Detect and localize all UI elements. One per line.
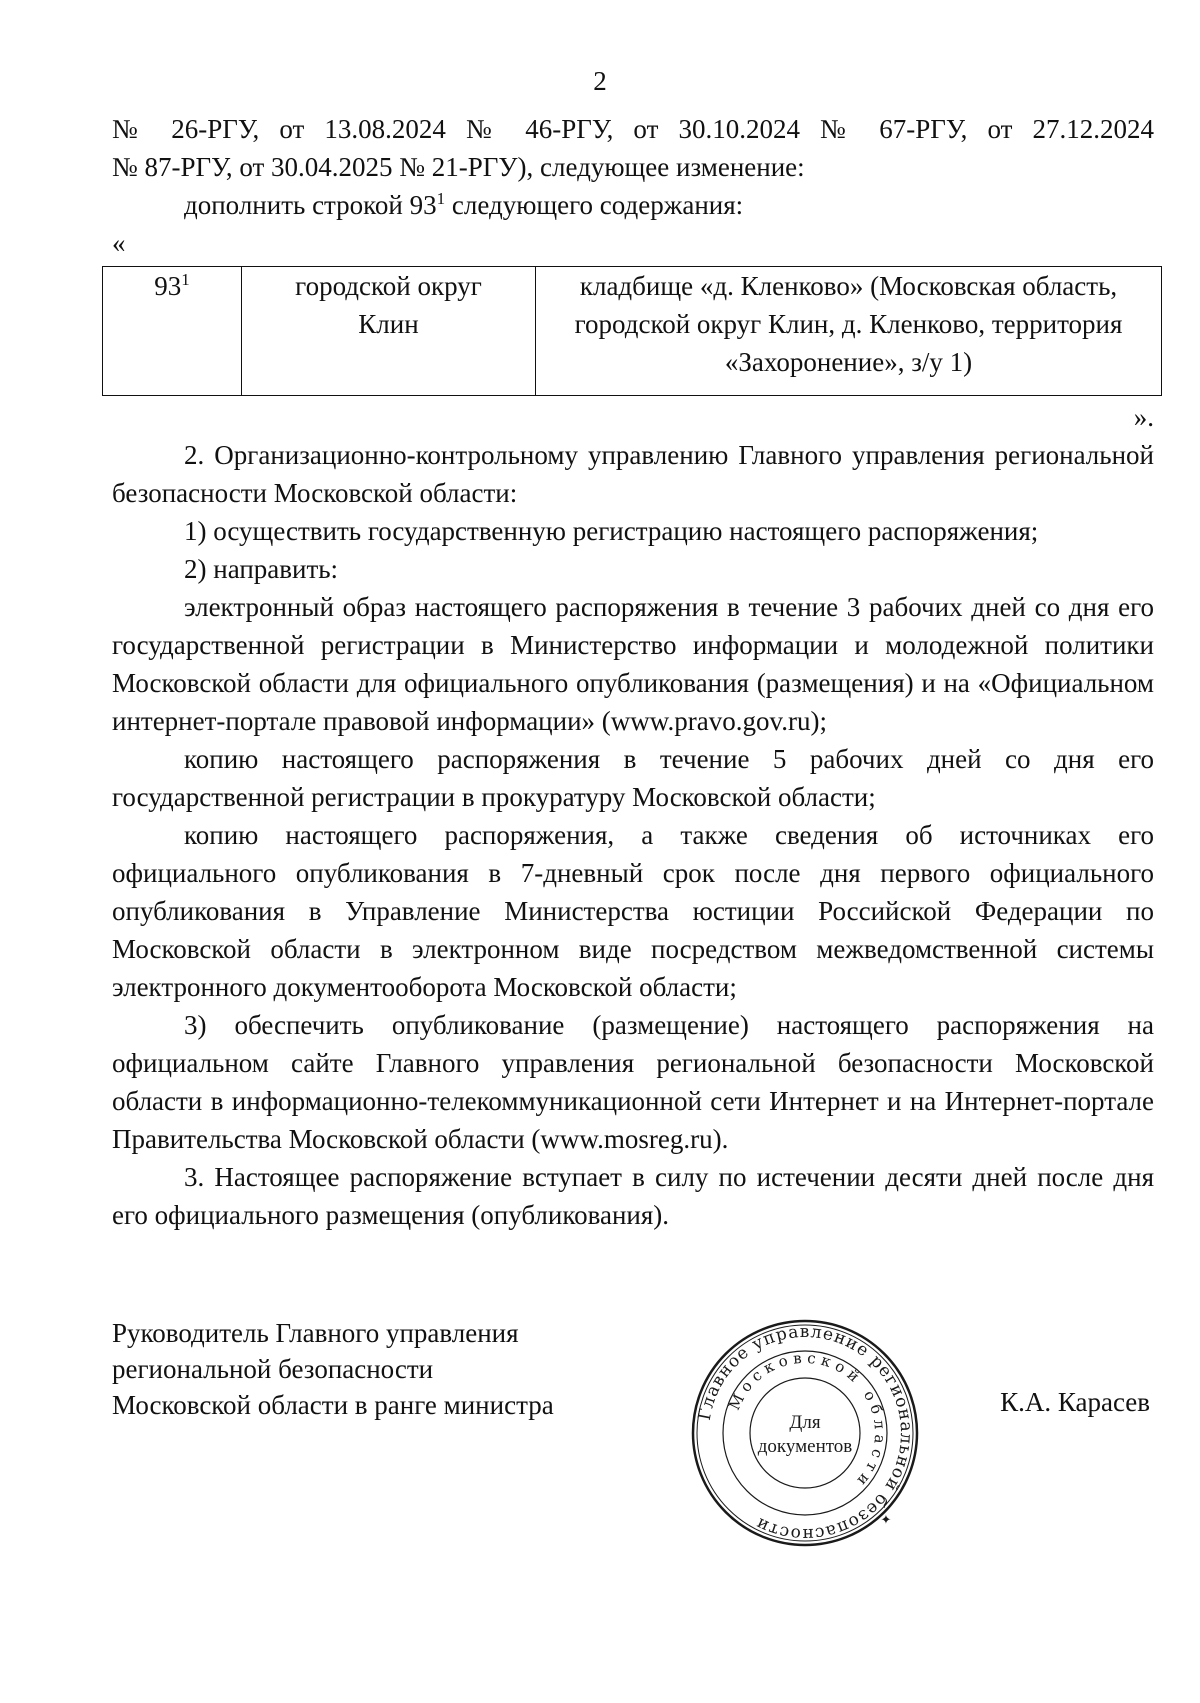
stamp-star-icon: ✦: [880, 1512, 892, 1527]
supplement-instruction: [112, 186, 1154, 224]
paragraph-2-3: 3) обеспечить опубликование (размещение) настоящего распоряжения на официальном сайте Главного управления региональной безопасности Московской области в информационно-телекоммуникационной сети Интернет и на Интернет-портале Правительства Московской области (www.mosreg.ru).: [112, 1010, 1154, 1154]
cemetery-line-1: кладбище «д. Кленково» (Московская область,: [579, 271, 1118, 301]
paragraph-2-2-b: копию настоящего распоряжения в течение 5 рабочих дней со дня его государственной регистрации в прокуратуру Московской области;: [112, 744, 1154, 812]
document-body: [112, 110, 1154, 1234]
paragraph-2-1: 1) осуществить государственную регистрацию настоящего распоряжения;: [184, 516, 1039, 546]
quote-open: «: [112, 228, 126, 258]
signatory-title-line-1: Руководитель Главного управления: [112, 1318, 519, 1348]
intro-line-1: № 26-РГУ, от 13.08.2024 № 46-РГУ, от 30.10.2024 № 67-РГУ, от 27.12.2024: [112, 114, 1154, 144]
row-number: 93: [154, 271, 182, 301]
inserted-row-table: [102, 266, 1162, 396]
signatory-title-line-3: Московской области в ранге министра: [112, 1390, 554, 1420]
district-line-1: городской округ: [295, 271, 482, 301]
cemetery-line-2: городской округ Клин, д. Кленково, территория: [574, 309, 1123, 339]
stamp-center-line-1: Для: [789, 1412, 821, 1433]
intro-line-2: № 87-РГУ, от 30.04.2025 № 21-РГУ), следующее изменение:: [112, 152, 805, 182]
paragraph-2-2: 2) направить:: [184, 554, 339, 584]
signatory-title: [112, 1315, 554, 1423]
official-stamp: [690, 1318, 920, 1548]
page-number: 2: [593, 66, 607, 96]
stamp-outer-text: Главное управление региональной безопасности: [694, 1321, 917, 1545]
cemetery-cell: [536, 267, 1162, 396]
stamp-inner-ring: [750, 1378, 860, 1488]
stamp-center-line-2: документов: [757, 1436, 853, 1457]
supplement-text: дополнить строкой 93: [184, 190, 437, 220]
row-number-cell: [103, 267, 242, 396]
paragraph-2-2-a: электронный образ настоящего распоряжения в течение 3 рабочих дней со дня его государственной регистрации в Министерство информации и молодежной политики Московской области для официального опубликования (размещения) и на «Официальном интернет-портале правовой информации» (www.pravo.gov.ru);: [112, 592, 1154, 736]
signatory-name: К.А. Карасев: [1000, 1387, 1150, 1417]
supplement-text-end: следующего содержания:: [445, 190, 744, 220]
table-row: [103, 267, 1162, 396]
stamp-inner-text: Московской области: [725, 1348, 890, 1494]
paragraph-2: 2. Организационно-контрольному управлению Главного управления региональной безопасности Московской области:: [112, 440, 1154, 508]
district-cell: [242, 267, 536, 396]
row-number-superscript: 1: [181, 270, 190, 289]
quote-close: ».: [1133, 402, 1154, 432]
paragraph-3: 3. Настоящее распоряжение вступает в силу по истечении десяти дней после дня его официального размещения (опубликования).: [112, 1162, 1154, 1230]
supplement-superscript: 1: [436, 189, 446, 208]
paragraph-2-2-c: копию настоящего распоряжения, а также сведения об источниках его официального опубликования в 7-дневный срок после дня первого официального опубликования в Управление Министерства юстиции Российской Федерации по Московской области в электронном виде посредством межведомственной системы электронного документооборота Московской области;: [112, 820, 1154, 1002]
signatory-title-line-2: региональной безопасности: [112, 1354, 434, 1384]
district-line-2: Клин: [358, 309, 419, 339]
cemetery-line-3: «Захоронение», з/у 1): [724, 347, 973, 377]
